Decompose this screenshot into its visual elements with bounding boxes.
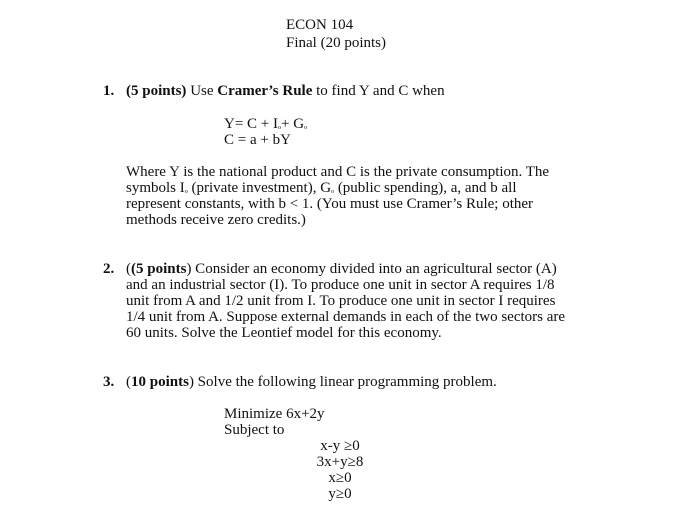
q3-subject-to: Subject to	[224, 422, 285, 438]
constraint-1: x-y ≥0	[320, 438, 360, 454]
eq1-part-a: Y= C + I	[224, 116, 279, 132]
constraint-2: 3x+y≥8	[316, 454, 364, 470]
q1-text-pre: Use	[186, 83, 218, 99]
q2-line-3: unit from A and 1/2 unit from I. To produce one unit in sector I requires	[126, 293, 556, 309]
q1-desc-sub-1: o	[184, 189, 188, 195]
q1-text-post: to find Y and C when	[312, 83, 445, 99]
q1-equation-2: C = a + bY	[224, 132, 291, 148]
q1-desc-line-4: methods receive zero credits.)	[126, 212, 306, 228]
q3-points: 10 points	[131, 374, 189, 390]
q1-desc-line-2	[126, 180, 549, 196]
q1-desc-line-1: Where Y is the national product and C is the private consumption. The	[126, 164, 550, 180]
q3-open-paren: (	[126, 374, 131, 390]
q1-method: Cramer’s Rule	[217, 83, 313, 99]
q2-number: 2.	[103, 261, 115, 277]
q2-line-4: 1/4 unit from A. Suppose external demands in each of the two sectors are	[126, 309, 566, 325]
q1-description	[126, 164, 549, 228]
q1-desc-line-2-c: (public spending), a, and b all	[334, 180, 517, 196]
q1-number: 1.	[103, 83, 115, 99]
q3-prompt	[126, 374, 497, 390]
q1-desc-line-2-b: (private investment), G	[187, 180, 332, 196]
eq1-part-b: + G	[281, 116, 305, 132]
course-title: ECON 104	[286, 17, 354, 33]
q2-line-5: 60 units. Solve the Leontief model for this economy.	[126, 325, 442, 341]
constraint-4: y≥0	[328, 486, 352, 502]
eq1-sub-2: o	[304, 125, 308, 131]
q1-desc-line-3: represent constants, with b < 1. (You must use Cramer’s Rule; other	[126, 196, 534, 212]
q2-line-1: ((5 points) Consider an economy divided into an agricultural sector (A)	[126, 261, 557, 277]
q3-number: 3.	[103, 374, 115, 390]
q2-body	[126, 261, 565, 341]
eq1-sub-1: o	[278, 125, 282, 131]
q2-line-2: and an industrial sector (I). To produce one unit in sector A requires 1/8	[126, 277, 555, 293]
q3-prompt-rest: ) Solve the following linear programming problem.	[188, 374, 497, 390]
q1-desc-sub-2: o	[331, 189, 335, 195]
q1-points: (5 points)	[126, 83, 187, 99]
q3-constraints	[290, 438, 390, 502]
q2-points: (5 points	[131, 261, 187, 277]
q1-desc-line-2-a: symbols I	[126, 180, 185, 196]
constraint-3: x≥0	[328, 470, 352, 486]
q2-line-1-rest: ) Consider an economy divided into an agricultural sector (A)	[186, 261, 557, 277]
q1-prompt	[126, 83, 445, 99]
exam-title: Final (20 points)	[286, 35, 386, 51]
q3-objective: Minimize 6x+2y	[224, 406, 325, 422]
q1-equation-1	[224, 116, 307, 132]
